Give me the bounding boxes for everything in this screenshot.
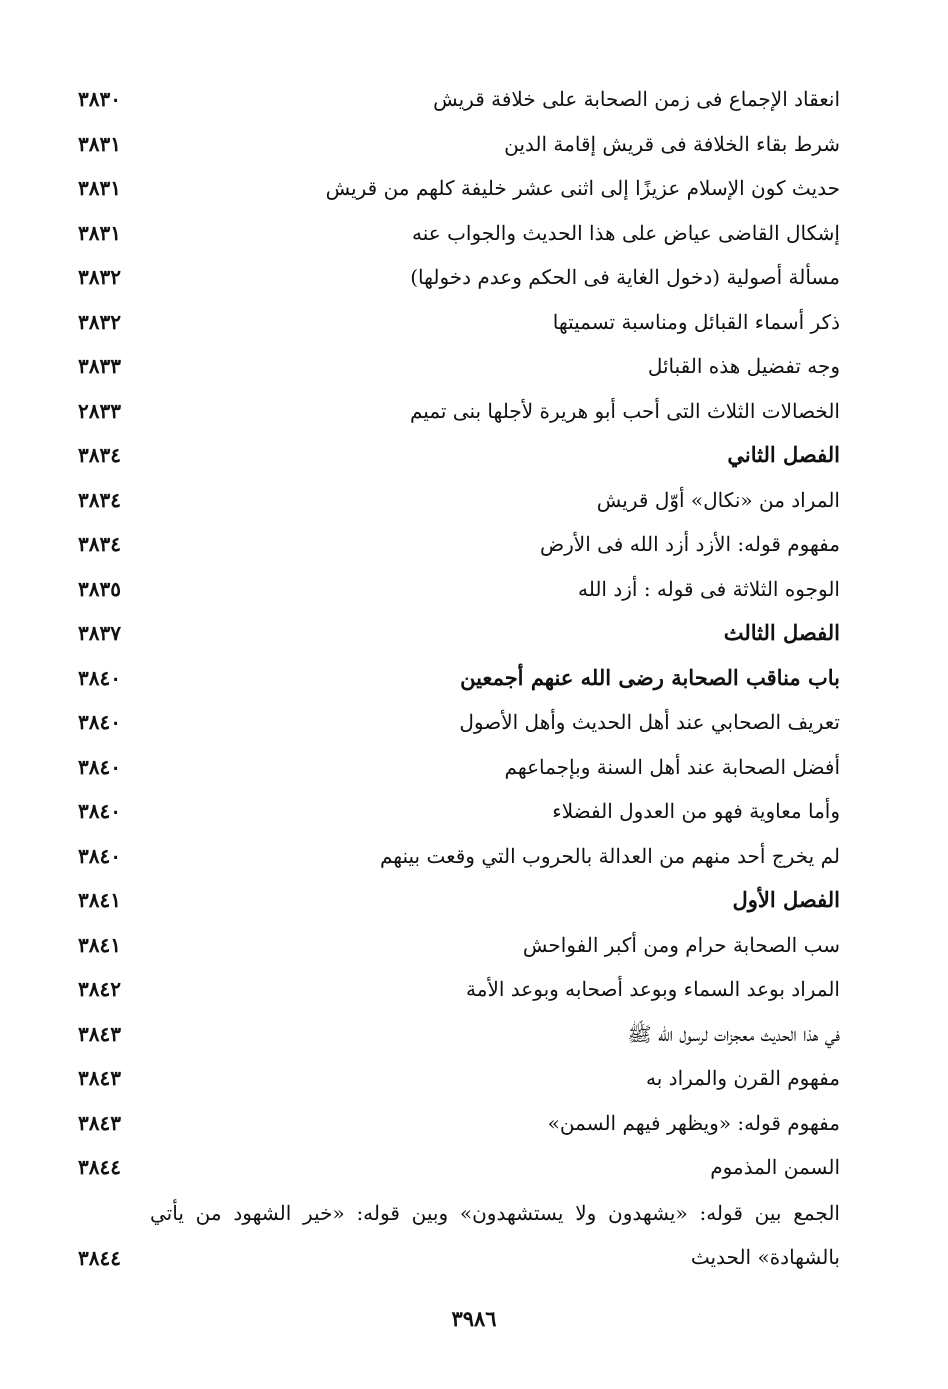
toc-entry-title: شرط بقاء الخلافة فى قريش إقامة الدين (504, 131, 840, 156)
toc-entry-row (60, 746, 840, 791)
toc-entry-row (60, 1146, 840, 1191)
toc-entry-page: ٣٨٤٠ (78, 754, 121, 779)
toc-entry-page: ٣٨٣٢ (78, 265, 121, 289)
toc-entry-row (60, 924, 840, 969)
toc-entry-row (60, 345, 840, 390)
toc-entry-row (60, 212, 840, 257)
toc-entry-title: الوجوه الثلاثة فى قوله : أزد الله (577, 576, 840, 601)
toc-entry-page: ٣٨٣١ (78, 176, 121, 200)
toc-entry-title: ذكر أسماء القبائل ومناسبة تسميتها (552, 309, 840, 334)
toc-entry-title: الفصل الثاني (727, 442, 840, 467)
toc-entry-row (60, 256, 840, 301)
toc-entry-title: الجمع بين قوله: «يشهدون ولا يستشهدون» وبين قوله: «خير الشهود من يأتي بالشهادة» الحديث (150, 1200, 840, 1269)
toc-entry-page: ٣٨٤٢ (78, 977, 121, 1001)
toc-entry-title: المراد من «نكال» أوّل قريش (596, 487, 840, 512)
toc-entry-page: ٣٨٣١ (78, 131, 121, 156)
toc-entry-row (60, 123, 840, 168)
toc-entry-page: ٣٨٤٤ (78, 1155, 121, 1179)
toc-entry-page: ٣٨٣٧ (78, 621, 121, 645)
toc-entry-page: ٣٨٤٠ (78, 799, 121, 823)
toc-entry-page: ٣٨٤١ (78, 888, 121, 912)
toc-entry-title: أفضل الصحابة عند أهل السنة وبإجماعهم (504, 754, 840, 779)
toc-entry-page: ٣٨٣٢ (78, 309, 121, 334)
toc-entry-page: ٣٨٣٥ (78, 576, 121, 601)
toc-entry-row (60, 78, 840, 123)
toc-entry-row (60, 968, 840, 1013)
toc-entry-row (60, 1102, 840, 1147)
toc-entry-title: في هذا الحديث معجزات لرسول الله ﷺ (627, 1021, 840, 1046)
page-number: ٣٩٨٦ (451, 1306, 497, 1331)
toc-entry-row (60, 701, 840, 746)
toc-heading-row (60, 612, 840, 657)
toc-entry-title: وأما معاوية فهو من العدول الفضلاء (552, 799, 840, 823)
toc-entry-row (60, 479, 840, 524)
toc-entry-title: الفصل الأول (732, 887, 840, 912)
toc-entry-title: سب الصحابة حرام ومن أكبر الفواحش (522, 932, 840, 957)
toc-entry-row (60, 1057, 840, 1102)
toc-entry-title: مسألة أصولية (دخول الغاية فى الحكم وعدم دخولها) (410, 265, 840, 289)
toc-entry-title: المراد بوعد السماء وبوعد أصحابه وبوعد الأمة (466, 977, 840, 1001)
toc-entry-page: ٣٨٤٣ (78, 1066, 121, 1090)
toc-entry-page: ٣٨٣٤ (78, 443, 121, 467)
toc-entry-title: السمن المذموم (710, 1155, 840, 1179)
toc-entry-page: ٣٨٣١ (78, 220, 121, 245)
toc-entry-page: ٣٨٣٠ (78, 87, 121, 111)
toc-heading-row (60, 879, 840, 924)
toc-entry-row (60, 390, 840, 435)
toc-entry-page: ٣٨٤٠ (78, 843, 121, 868)
toc-entry-row (60, 835, 840, 880)
toc-entry-title: مفهوم قوله: الأزد أزد الله فى الأرض (539, 532, 840, 556)
toc-entry-page: ٣٨٤٣ (78, 1110, 121, 1135)
toc-entry-title: الخصالات الثلاث التى أحب أبو هريرة لأجلها بنى تميم (409, 398, 840, 423)
toc-entry-page: ٣٨٤٤ (78, 1245, 121, 1270)
toc-entry-title: إشكال القاضى عياض على هذا الحديث والجواب عنه (412, 220, 840, 245)
toc-entry-page: ٣٨٤٠ (78, 665, 121, 690)
toc-entry-title: مفهوم قوله: «ويظهر فيهم السمن» (547, 1110, 840, 1135)
toc-entry-row (60, 790, 840, 835)
toc-heading-row (60, 657, 840, 702)
toc-entry-page: ٣٨٤٣ (78, 1021, 121, 1046)
toc-entry-page: ٢٨٣٣ (78, 398, 121, 423)
toc-entry-page: ٣٨٤٠ (78, 710, 121, 734)
toc-entry-row (60, 523, 840, 568)
toc-entry-title: تعريف الصحابي عند أهل الحديث وأهل الأصول (459, 710, 840, 734)
toc-entry-row (60, 301, 840, 346)
toc-entry-row (60, 1191, 840, 1283)
toc-entry-title: حديث كون الإسلام عزيزًا إلى اثنى عشر خليفة كلهم من قريش (325, 176, 840, 200)
toc-entry-row (60, 568, 840, 613)
toc-entry-row (60, 167, 840, 212)
toc-entry-page: ٣٨٣٤ (78, 487, 121, 512)
table-of-contents (60, 78, 840, 1283)
toc-entry-title: انعقاد الإجماع فى زمن الصحابة على خلافة قريش (433, 87, 840, 111)
toc-entry-title: لم يخرج أحد منهم من العدالة بالحروب التي وقعت بينهم (379, 843, 840, 868)
toc-entry-page: ٣٨٤١ (78, 932, 121, 957)
toc-entry-row (60, 1013, 840, 1058)
toc-entry-page: ٣٨٣٣ (78, 354, 121, 378)
toc-entry-page: ٣٨٣٤ (78, 532, 121, 556)
toc-entry-title: مفهوم القرن والمراد به (646, 1066, 840, 1090)
toc-entry-title: باب مناقب الصحابة رضى الله عنهم أجمعين (460, 664, 840, 690)
toc-heading-row (60, 434, 840, 479)
toc-entry-title: وجه تفضيل هذه القبائل (647, 354, 840, 378)
toc-entry-title: الفصل الثالث (723, 620, 840, 645)
